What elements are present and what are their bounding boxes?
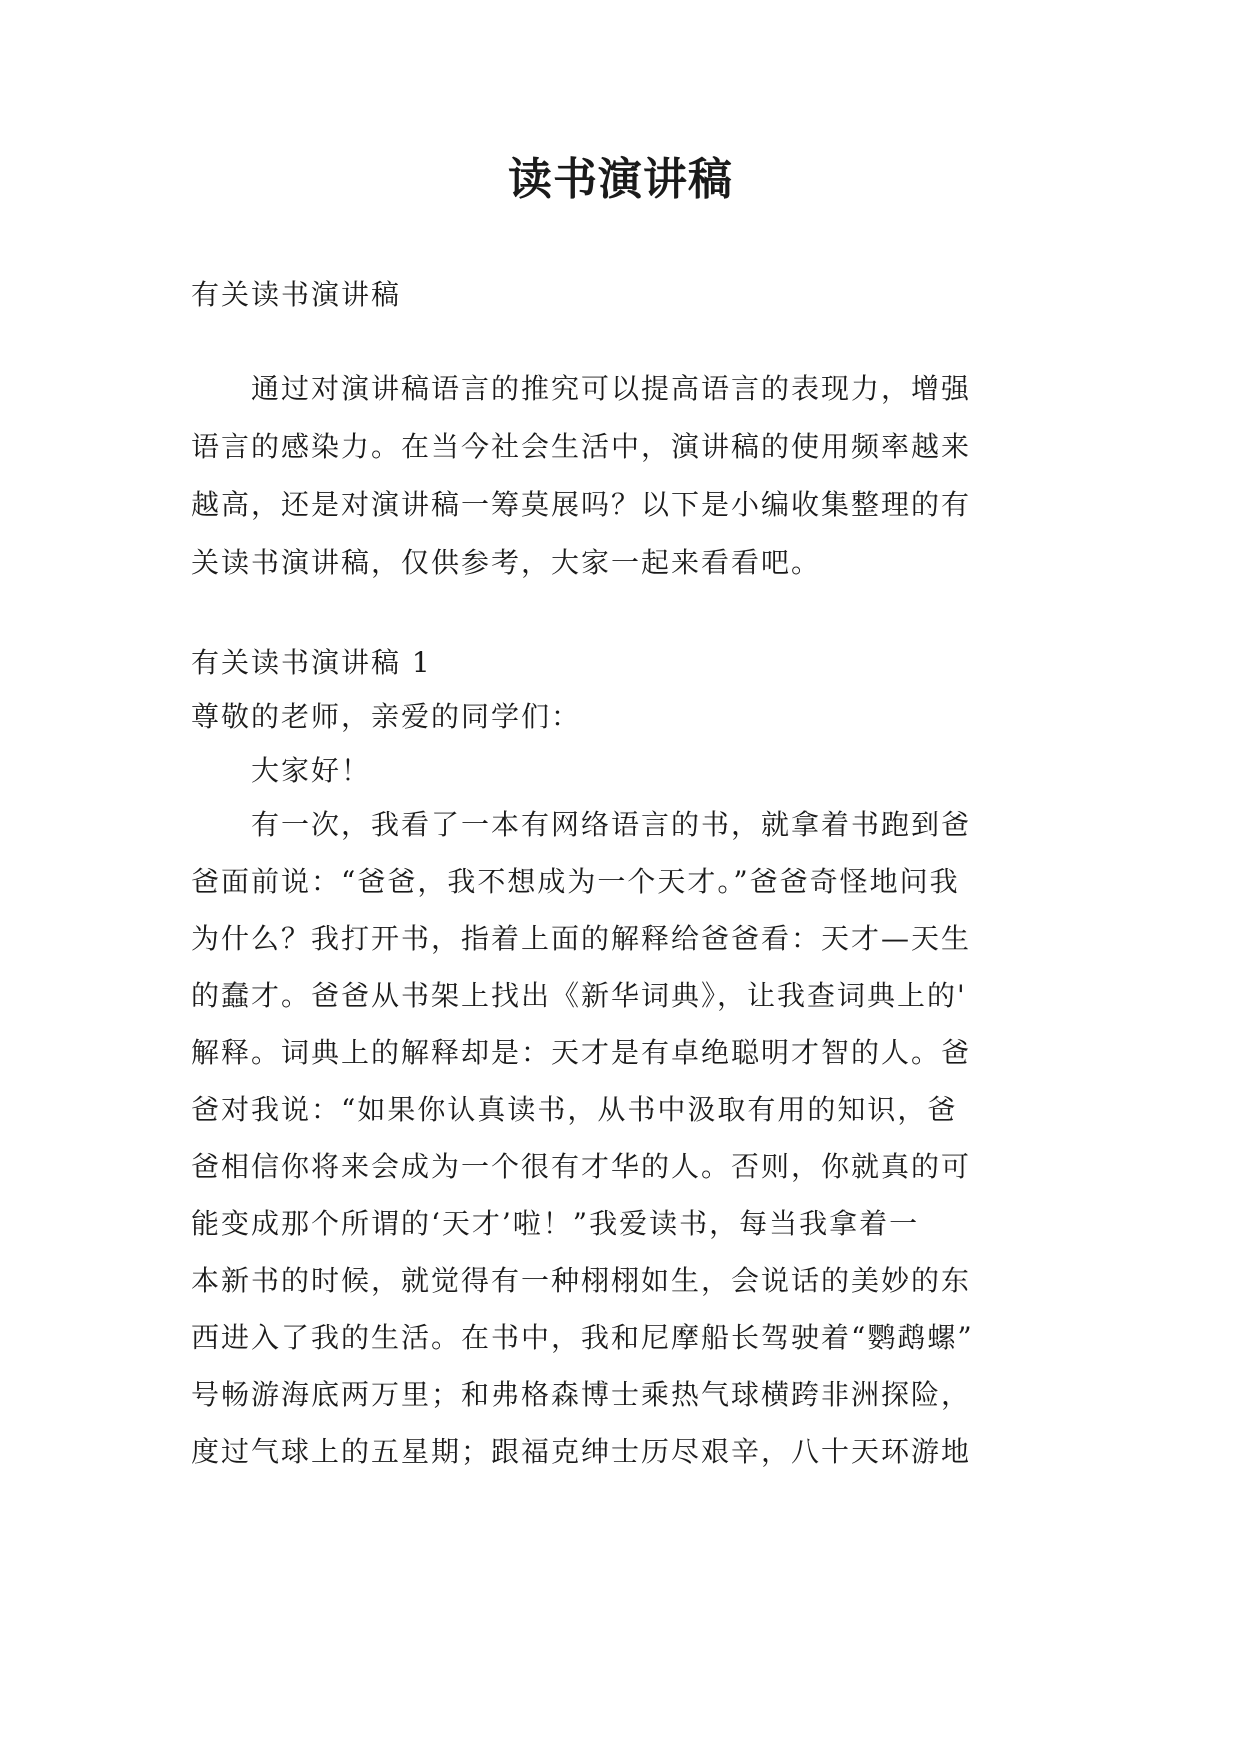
document-title: 读书演讲稿: [508, 154, 733, 205]
body-line: 号畅游海底两万里；和弗格森博士乘热气球横跨非洲探险，: [191, 1378, 972, 1411]
intro-line: 越高，还是对演讲稿一筹莫展吗？以下是小编收集整理的有: [191, 488, 972, 521]
intro-line: 语言的感染力。在当今社会生活中，演讲稿的使用频率越来: [191, 430, 972, 463]
body-line: 爸相信你将来会成为一个很有才华的人。否则，你就真的可: [191, 1150, 972, 1183]
body-line: 解释。词典上的解释却是：天才是有卓绝聪明才智的人。爸: [191, 1036, 972, 1069]
intro-line: 关读书演讲稿，仅供参考，大家一起来看看吧。: [191, 546, 822, 579]
body-line: 的蠢才。爸爸从书架上找出《新华词典》，让我查词典上的': [191, 979, 967, 1012]
salutation: 尊敬的老师，亲爱的同学们：: [191, 700, 582, 733]
body-line: 度过气球上的五星期；跟福克绅士历尽艰辛，八十天环游地: [191, 1435, 972, 1468]
greeting: 大家好！: [191, 754, 372, 787]
body-line: 本新书的时候，就觉得有一种栩栩如生，会说话的美妙的东: [191, 1264, 972, 1297]
body-line: 爸对我说：“如果你认真读书，从书中汲取有用的知识，爸: [191, 1093, 958, 1126]
body-line: 能变成那个所谓的‘天才’啦！”我爱读书，每当我拿着一: [191, 1207, 920, 1240]
body-line: 西进入了我的生活。在书中，我和尼摩船长驾驶着“鹦鹉螺”: [191, 1321, 974, 1354]
body-line: 有一次，我看了一本有网络语言的书，就拿着书跑到爸: [191, 808, 972, 841]
document-subtitle: 有关读书演讲稿: [191, 278, 402, 311]
section-heading: 有关读书演讲稿 1: [191, 646, 432, 679]
intro-line: 通过对演讲稿语言的推究可以提高语言的表现力，增强: [191, 372, 972, 405]
body-line: 爸面前说：“爸爸，我不想成为一个天才。”爸爸奇怪地问我: [191, 865, 960, 898]
body-line: 为什么？我打开书，指着上面的解释给爸爸看：天才—天生: [191, 922, 972, 955]
